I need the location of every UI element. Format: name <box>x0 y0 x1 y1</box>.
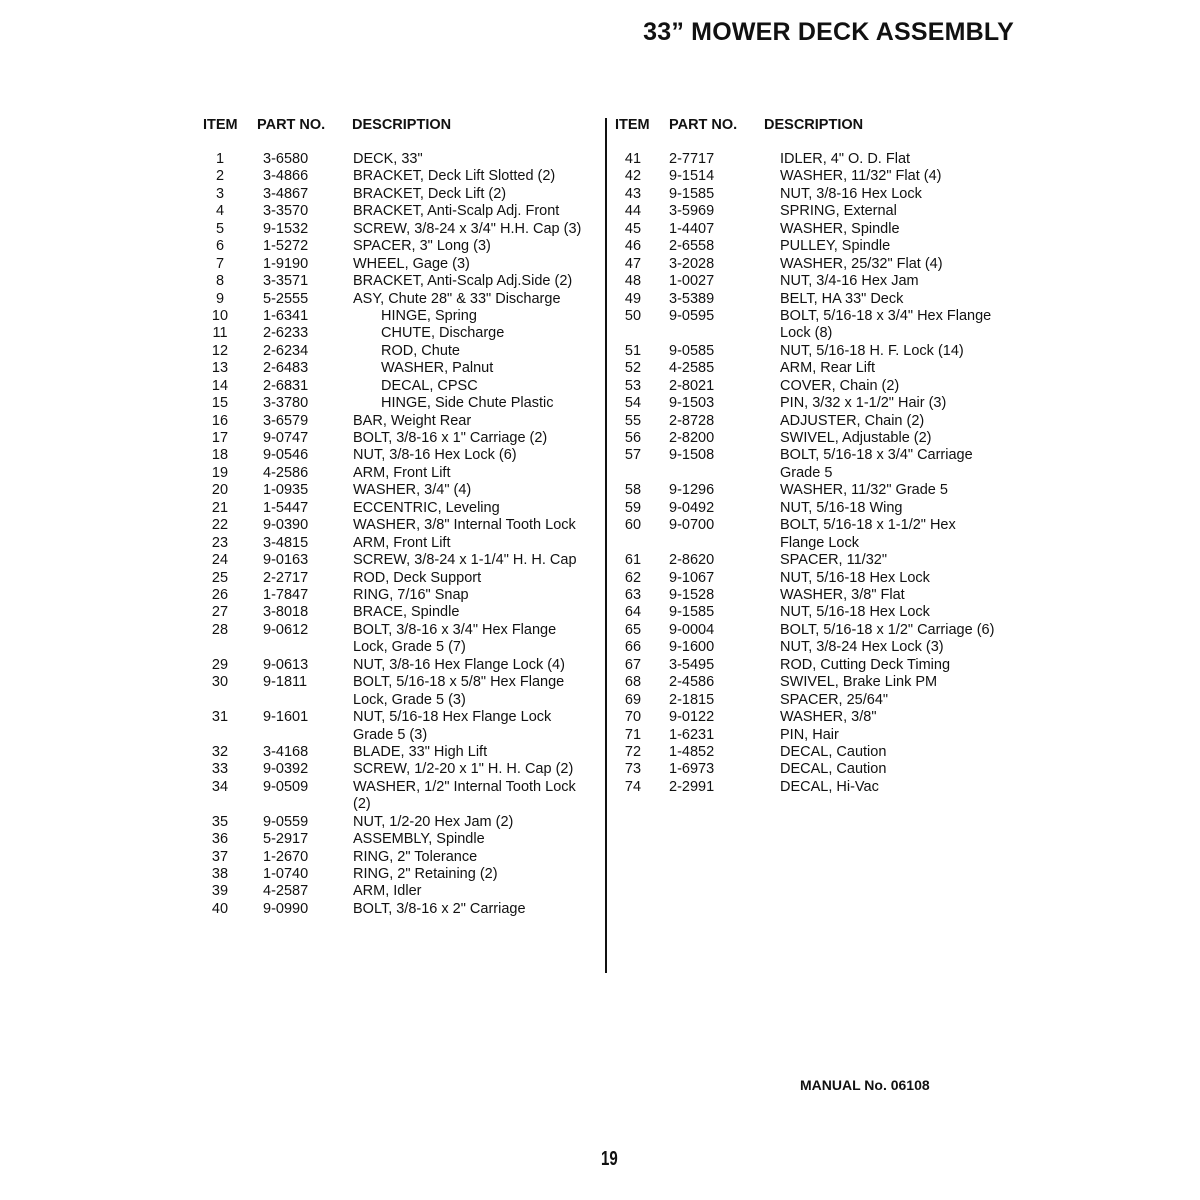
description: Grade 5 <box>780 464 833 481</box>
item-number: 18 <box>211 447 229 464</box>
part-number: 3-6580 <box>263 151 309 167</box>
part-number: 1-6231 <box>669 726 715 743</box>
part-number: 1-6973 <box>669 761 715 778</box>
item-number: 7 <box>215 255 225 272</box>
description: NUT, 3/8-24 Hex Lock (3) <box>780 639 944 656</box>
part-number: 3-2028 <box>669 255 715 272</box>
item-number: 62 <box>624 569 642 586</box>
description: WASHER, 11/32" Flat (4) <box>780 168 942 185</box>
description: Grade 5 (3) <box>353 726 428 743</box>
part-number: 3-3780 <box>263 395 309 412</box>
item-number: 9 <box>215 290 225 307</box>
item-number: 32 <box>211 743 229 760</box>
part-number: 2-6483 <box>263 360 309 377</box>
part-number: 3-6579 <box>263 412 309 429</box>
item-number: 47 <box>624 255 642 272</box>
description: ROD, Chute <box>381 342 460 359</box>
item-number: 11 <box>212 325 228 342</box>
item-number: 22 <box>211 517 229 534</box>
description: NUT, 5/16-18 Hex Lock <box>780 604 930 621</box>
part-number: 2-8728 <box>669 412 715 429</box>
part-number: 3-5495 <box>669 656 715 673</box>
part-number: 5-2917 <box>263 831 309 848</box>
item-number: 28 <box>211 621 229 638</box>
item-number: 48 <box>624 273 642 290</box>
description: BOLT, 5/16-18 x 1-1/2" Hex <box>780 517 956 534</box>
description: DECK, 33" <box>353 151 423 167</box>
part-number: 9-1528 <box>669 587 715 603</box>
description: DECAL, Hi-Vac <box>780 778 879 795</box>
description: RING, 7/16" Snap <box>353 587 469 603</box>
description: SPRING, External <box>780 203 897 220</box>
item-number: 26 <box>211 587 229 603</box>
item-number: 66 <box>624 639 642 656</box>
description: WASHER, 3/8" Flat <box>780 587 905 603</box>
item-number: 73 <box>624 761 642 778</box>
description: ROD, Cutting Deck Timing <box>780 656 951 673</box>
item-number: 38 <box>211 866 229 883</box>
part-number: 9-0163 <box>263 552 309 569</box>
item-number: 19 <box>211 464 229 481</box>
part-number: 1-9190 <box>263 255 309 272</box>
part-number: 2-6234 <box>263 342 309 359</box>
description: WASHER, Spindle <box>780 220 900 237</box>
item-number: 68 <box>624 674 642 691</box>
part-number: 9-1585 <box>669 604 715 621</box>
part-number: 9-0546 <box>263 447 309 464</box>
part-number: 9-0392 <box>263 761 309 778</box>
description: NUT, 5/16-18 Hex Flange Lock <box>353 709 552 726</box>
item-number: 74 <box>624 778 642 795</box>
description: ASY, Chute 28" & 33" Discharge <box>353 290 561 307</box>
item-number: 10 <box>211 307 229 324</box>
part-number: 1-4852 <box>669 743 715 760</box>
part-number: 9-1601 <box>263 709 309 726</box>
description: BRACKET, Anti-Scalp Adj. Front <box>353 203 560 220</box>
description: WHEEL, Gage (3) <box>353 255 470 272</box>
item-number: 41 <box>624 151 642 167</box>
description: ARM, Idler <box>353 883 422 900</box>
part-number: 9-0595 <box>669 307 715 324</box>
part-number: 1-5447 <box>263 499 309 516</box>
part-number: 3-8018 <box>263 604 309 621</box>
item-number: 42 <box>624 168 642 185</box>
item-number: 14 <box>211 377 229 394</box>
item-number: 69 <box>624 691 642 708</box>
column-divider <box>605 118 607 973</box>
item-number: 61 <box>624 552 642 569</box>
item-number: 1 <box>215 151 225 167</box>
description: DECAL, Caution <box>780 761 887 778</box>
description: BRACE, Spindle <box>353 604 460 621</box>
description: Lock, Grade 5 (7) <box>353 639 466 656</box>
part-number: 9-0613 <box>263 656 309 673</box>
item-number: 29 <box>211 656 229 673</box>
part-number: 3-3570 <box>263 203 309 220</box>
description: SWIVEL, Brake Link PM <box>780 674 938 691</box>
description: BOLT, 5/16-18 x 5/8" Hex Flange <box>353 674 565 691</box>
item-number: 24 <box>211 552 229 569</box>
part-number: 9-0509 <box>263 778 309 795</box>
part-number: 9-0585 <box>669 342 715 359</box>
part-number: 2-2991 <box>669 778 715 795</box>
part-number: 3-4168 <box>263 743 309 760</box>
description: WASHER, 3/8" Internal Tooth Lock <box>353 517 576 534</box>
item-number: 27 <box>211 604 229 621</box>
item-number: 63 <box>624 587 642 603</box>
description: NUT, 5/16-18 H. F. Lock (14) <box>780 342 964 359</box>
page-number: 19 <box>601 1148 618 1170</box>
part-number: 3-4867 <box>263 185 309 202</box>
description: BOLT, 3/8-16 x 3/4" Hex Flange <box>353 621 557 638</box>
item-number: 33 <box>211 761 229 778</box>
description: NUT, 1/2-20 Hex Jam (2) <box>353 813 514 830</box>
item-number: 16 <box>211 412 229 429</box>
description: (2) <box>353 796 371 813</box>
description: NUT, 3/4-16 Hex Jam <box>780 273 919 290</box>
description: SCREW, 1/2-20 x 1" H. H. Cap (2) <box>353 761 574 778</box>
item-number: 72 <box>624 743 642 760</box>
part-number: 3-5969 <box>669 203 715 220</box>
description: BRACKET, Anti-Scalp Adj.Side (2) <box>353 273 573 290</box>
item-number: 3 <box>215 185 225 202</box>
part-number: 4-2585 <box>669 360 715 377</box>
description: BOLT, 3/8-16 x 2" Carriage <box>353 900 526 917</box>
header-item-left: ITEM <box>203 117 238 133</box>
description: WASHER, 1/2" Internal Tooth Lock <box>353 778 576 795</box>
description: PIN, Hair <box>780 726 839 743</box>
part-number: 9-1514 <box>669 168 715 185</box>
part-number: 9-1585 <box>669 185 715 202</box>
item-number: 60 <box>624 517 642 534</box>
part-number: 2-6233 <box>263 325 309 342</box>
part-number: 3-4866 <box>263 168 309 185</box>
item-number: 34 <box>211 778 229 795</box>
part-number: 9-0004 <box>669 621 715 638</box>
item-number: 58 <box>624 482 642 499</box>
description: RING, 2" Tolerance <box>353 848 478 865</box>
description: Lock, Grade 5 (3) <box>353 691 466 708</box>
header-item-right: ITEM <box>615 117 650 133</box>
description: BRACKET, Deck Lift Slotted (2) <box>353 168 556 185</box>
description: WASHER, 25/32" Flat (4) <box>780 255 943 272</box>
item-number: 6 <box>215 238 225 255</box>
item-number: 13 <box>211 360 229 377</box>
description: BOLT, 5/16-18 x 3/4" Hex Flange <box>780 307 992 324</box>
item-number: 51 <box>624 342 642 359</box>
description: SCREW, 3/8-24 x 3/4" H.H. Cap (3) <box>353 220 582 237</box>
manual-number: MANUAL No. 06108 <box>800 1077 930 1093</box>
header-desc-right: DESCRIPTION <box>764 117 864 133</box>
item-number: 5 <box>215 220 225 237</box>
item-number: 39 <box>211 883 229 900</box>
part-number: 9-0492 <box>669 499 715 516</box>
part-number: 3-4815 <box>263 534 309 551</box>
item-number: 25 <box>211 569 229 586</box>
part-number: 1-4407 <box>669 220 715 237</box>
part-number: 2-8021 <box>669 377 715 394</box>
item-number: 50 <box>624 307 642 324</box>
description: SWIVEL, Adjustable (2) <box>780 430 932 447</box>
description: ADJUSTER, Chain (2) <box>780 412 925 429</box>
description: ARM, Front Lift <box>353 534 451 551</box>
part-number: 9-1508 <box>669 447 715 464</box>
item-number: 35 <box>211 813 229 830</box>
part-number: 2-2717 <box>263 569 309 586</box>
part-number: 3-3571 <box>263 273 309 290</box>
part-number: 1-7847 <box>263 587 309 603</box>
item-number: 53 <box>624 377 642 394</box>
item-number: 64 <box>624 604 642 621</box>
part-number: 9-0559 <box>263 813 309 830</box>
item-number: 4 <box>215 203 225 220</box>
item-number: 43 <box>624 185 642 202</box>
description: BELT, HA 33" Deck <box>780 290 904 307</box>
description: WASHER, 11/32" Grade 5 <box>780 482 948 499</box>
part-number: 2-6831 <box>263 377 309 394</box>
description: BRACKET, Deck Lift (2) <box>353 185 507 202</box>
description: BOLT, 3/8-16 x 1" Carriage (2) <box>353 430 548 447</box>
item-number: 15 <box>211 395 229 412</box>
description: WASHER, Palnut <box>381 360 494 377</box>
item-number: 2 <box>215 168 225 185</box>
item-number: 46 <box>624 238 642 255</box>
item-number: 20 <box>211 482 229 499</box>
description: WASHER, 3/4" (4) <box>353 482 472 499</box>
header-desc-left: DESCRIPTION <box>352 117 452 133</box>
item-number: 49 <box>624 290 642 307</box>
part-number: 2-8200 <box>669 430 715 447</box>
item-number: 65 <box>624 621 642 638</box>
description: CHUTE, Discharge <box>381 325 505 342</box>
description: SPACER, 11/32" <box>780 552 887 569</box>
item-number: 21 <box>211 499 229 516</box>
part-number: 9-0990 <box>263 900 309 917</box>
description: SPACER, 25/64" <box>780 691 889 708</box>
part-number: 9-0390 <box>263 517 309 534</box>
item-number: 59 <box>624 499 642 516</box>
part-number: 9-1532 <box>263 220 309 237</box>
item-number: 55 <box>624 412 642 429</box>
part-number: 9-0747 <box>263 430 309 447</box>
item-number: 57 <box>624 447 642 464</box>
item-number: 40 <box>211 900 229 917</box>
item-number: 45 <box>624 220 642 237</box>
description: NUT, 3/8-16 Hex Flange Lock (4) <box>353 656 565 673</box>
part-number: 1-0027 <box>669 273 715 290</box>
description: SCREW, 3/8-24 x 1-1/4" H. H. Cap <box>353 552 577 569</box>
header-part-right: PART NO. <box>669 117 738 133</box>
description: BOLT, 5/16-18 x 3/4" Carriage <box>780 447 973 464</box>
part-number: 9-0700 <box>669 517 715 534</box>
description: ARM, Rear Lift <box>780 360 876 377</box>
description: NUT, 5/16-18 Wing <box>780 499 903 516</box>
part-number: 2-4586 <box>669 674 715 691</box>
item-number: 71 <box>624 726 642 743</box>
description: IDLER, 4" O. D. Flat <box>780 151 911 167</box>
item-number: 54 <box>624 395 642 412</box>
description: ECCENTRIC, Leveling <box>353 499 500 516</box>
item-number: 23 <box>211 534 229 551</box>
part-number: 3-5389 <box>669 290 715 307</box>
item-number: 44 <box>624 203 642 220</box>
description: HINGE, Side Chute Plastic <box>381 395 554 412</box>
part-number: 1-0935 <box>263 482 309 499</box>
part-number: 9-1296 <box>669 482 715 499</box>
part-number: 1-5272 <box>263 238 309 255</box>
part-number: 5-2555 <box>263 290 309 307</box>
item-number: 70 <box>624 709 642 726</box>
part-number: 9-1067 <box>669 569 715 586</box>
part-number: 1-2670 <box>263 848 309 865</box>
part-number: 9-1503 <box>669 395 715 412</box>
part-number: 2-8620 <box>669 552 715 569</box>
description: DECAL, CPSC <box>381 377 478 394</box>
description: BOLT, 5/16-18 x 1/2" Carriage (6) <box>780 621 995 638</box>
part-number: 2-7717 <box>669 151 715 167</box>
description: ASSEMBLY, Spindle <box>353 831 485 848</box>
item-number: 36 <box>211 831 229 848</box>
item-number: 17 <box>211 430 229 447</box>
item-number: 31 <box>211 709 229 726</box>
description: PIN, 3/32 x 1-1/2" Hair (3) <box>780 395 947 412</box>
item-number: 8 <box>215 273 225 290</box>
part-number: 9-1811 <box>263 674 308 691</box>
description: Flange Lock <box>780 534 859 551</box>
description: WASHER, 3/8" <box>780 709 877 726</box>
description: NUT, 3/8-16 Hex Lock (6) <box>353 447 517 464</box>
part-number: 2-6558 <box>669 238 715 255</box>
part-number: 4-2586 <box>263 464 309 481</box>
item-number: 12 <box>211 342 229 359</box>
part-number: 9-0612 <box>263 621 309 638</box>
description: NUT, 5/16-18 Hex Lock <box>780 569 930 586</box>
description: BLADE, 33" High Lift <box>353 743 488 760</box>
item-number: 67 <box>624 656 642 673</box>
description: BAR, Weight Rear <box>353 412 472 429</box>
part-number: 2-1815 <box>669 691 715 708</box>
part-number: 9-0122 <box>669 709 715 726</box>
item-number: 56 <box>624 430 642 447</box>
part-number: 9-1600 <box>669 639 715 656</box>
description: ROD, Deck Support <box>353 569 482 586</box>
description: NUT, 3/8-16 Hex Lock <box>780 185 922 202</box>
part-number: 1-6341 <box>263 307 309 324</box>
header-part-left: PART NO. <box>257 117 326 133</box>
item-number: 30 <box>211 674 229 691</box>
description: ARM, Front Lift <box>353 464 451 481</box>
description: Lock (8) <box>780 325 833 342</box>
description: DECAL, Caution <box>780 743 887 760</box>
item-number: 52 <box>624 360 642 377</box>
description: PULLEY, Spindle <box>780 238 891 255</box>
page-title: 33” MOWER DECK ASSEMBLY <box>643 18 1014 46</box>
item-number: 37 <box>211 848 229 865</box>
part-number: 4-2587 <box>263 883 309 900</box>
description: HINGE, Spring <box>381 307 477 324</box>
description: COVER, Chain (2) <box>780 377 900 394</box>
description: SPACER, 3" Long (3) <box>353 238 491 255</box>
part-number: 1-0740 <box>263 866 309 883</box>
description: RING, 2" Retaining (2) <box>353 866 498 883</box>
